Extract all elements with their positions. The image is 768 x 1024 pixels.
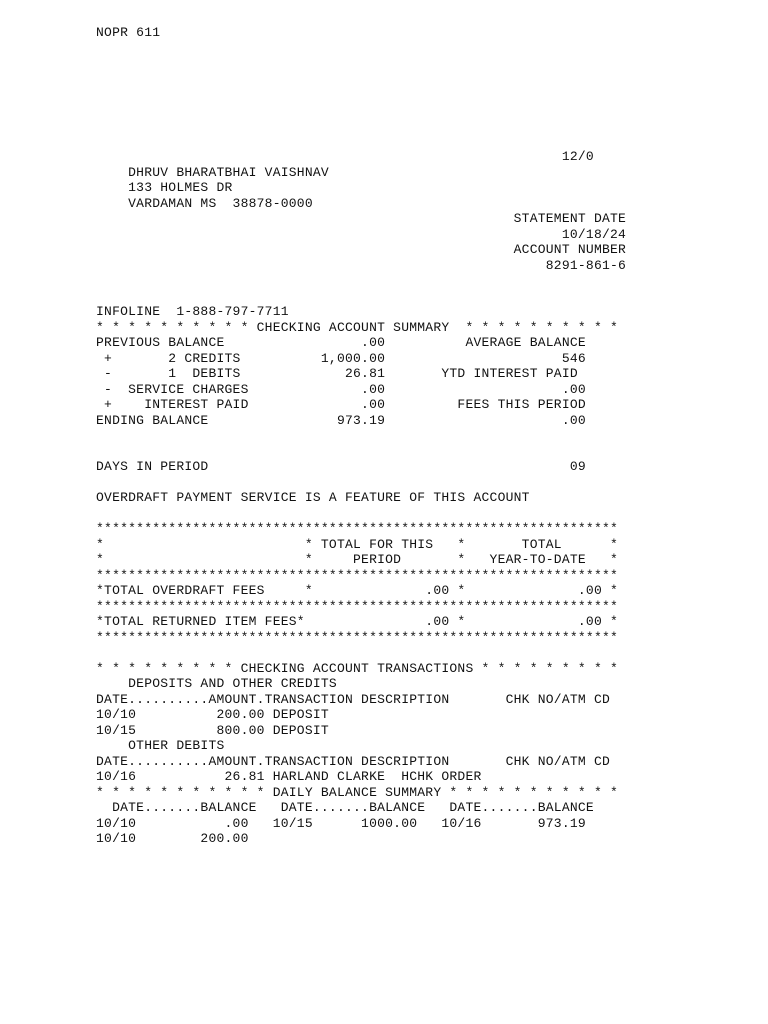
statement-line: + 2 CREDITS 1,000.00 546 — [96, 350, 586, 366]
statement-line: 10/18/24 — [96, 226, 627, 242]
statement-line: ***************************************************************** — [96, 567, 619, 583]
statement-line: OTHER DEBITS — [96, 738, 225, 753]
statement-line: * * * * * * * * * * * DAILY BALANCE SUMMARY * * * * * * * * * * * — [96, 784, 619, 800]
statement-line: 10/15 800.00 DEPOSIT — [96, 722, 329, 738]
statement-line: STATEMENT DATE — [96, 211, 627, 226]
statement-line — [96, 645, 626, 661]
statement-line: 10/10 .00 10/15 1000.00 10/16 973.19 — [96, 815, 586, 831]
statement-line: 12/0 — [96, 149, 594, 164]
statement-line: NOPR 611 — [96, 25, 161, 40]
statement-line: - SERVICE CHARGES .00 .00 — [96, 381, 586, 397]
statement-line: 8291-861-6 — [96, 257, 627, 273]
statement-line: DATE..........AMOUNT.TRANSACTION DESCRIPTION CHK NO/ATM CD — [96, 753, 611, 769]
statement-text — [96, 25, 626, 847]
statement-line: DAYS IN PERIOD 09 — [96, 459, 586, 474]
statement-line — [96, 72, 626, 88]
statement-line: 10/10 200.00 — [96, 831, 249, 846]
statement-line: ***************************************************************** — [96, 521, 619, 536]
statement-line — [96, 56, 626, 72]
statement-line — [96, 444, 626, 460]
statement-line: * * * * * * * * * * CHECKING ACCOUNT SUMMARY * * * * * * * * * * — [96, 319, 619, 335]
statement-line — [96, 103, 626, 119]
statement-line: DHRUV BHARATBHAI VAISHNAV — [96, 164, 329, 180]
statement-line: 10/10 200.00 DEPOSIT — [96, 707, 329, 722]
statement-line: - 1 DEBITS 26.81 YTD INTEREST PAID — [96, 366, 578, 381]
statement-line — [96, 87, 626, 103]
statement-line: ***************************************************************** — [96, 629, 619, 645]
statement-line — [96, 118, 626, 134]
statement-line — [96, 41, 626, 57]
statement-line — [96, 273, 626, 289]
statement-line: * * PERIOD * YEAR-TO-DATE * — [96, 552, 619, 567]
statement-line: VARDAMAN MS 38878-0000 — [96, 195, 313, 211]
statement-line: ENDING BALANCE 973.19 .00 — [96, 412, 586, 428]
statement-line: INFOLINE 1-888-797-7711 — [96, 304, 289, 319]
statement-line: ACCOUNT NUMBER — [96, 242, 627, 257]
statement-line: OVERDRAFT PAYMENT SERVICE IS A FEATURE OF THIS ACCOUNT — [96, 490, 530, 505]
statement-line: 10/16 26.81 HARLAND CLARKE HCHK ORDER — [96, 769, 482, 784]
statement-line: * * * * * * * * * CHECKING ACCOUNT TRANSACTIONS * * * * * * * * * — [96, 660, 619, 676]
statement-line — [96, 428, 626, 444]
statement-line: PREVIOUS BALANCE .00 AVERAGE BALANCE — [96, 335, 586, 350]
statement-line — [96, 475, 626, 491]
statement-line: 133 HOLMES DR — [96, 180, 233, 195]
statement-line — [96, 289, 626, 305]
statement-line — [96, 506, 626, 522]
statement-line: DATE.......BALANCE DATE.......BALANCE DATE.......BALANCE — [96, 800, 594, 815]
statement-line: DEPOSITS AND OTHER CREDITS — [96, 676, 337, 691]
statement-line: DATE..........AMOUNT.TRANSACTION DESCRIPTION CHK NO/ATM CD — [96, 691, 611, 707]
statement-line: * * TOTAL FOR THIS * TOTAL * — [96, 536, 619, 552]
statement-line — [96, 134, 626, 150]
statement-line: *TOTAL OVERDRAFT FEES * .00 * .00 * — [96, 583, 619, 598]
statement-line: *TOTAL RETURNED ITEM FEES* .00 * .00 * — [96, 614, 619, 629]
statement-line: + INTEREST PAID .00 FEES THIS PERIOD — [96, 397, 586, 412]
statement-line: ***************************************************************** — [96, 598, 619, 614]
